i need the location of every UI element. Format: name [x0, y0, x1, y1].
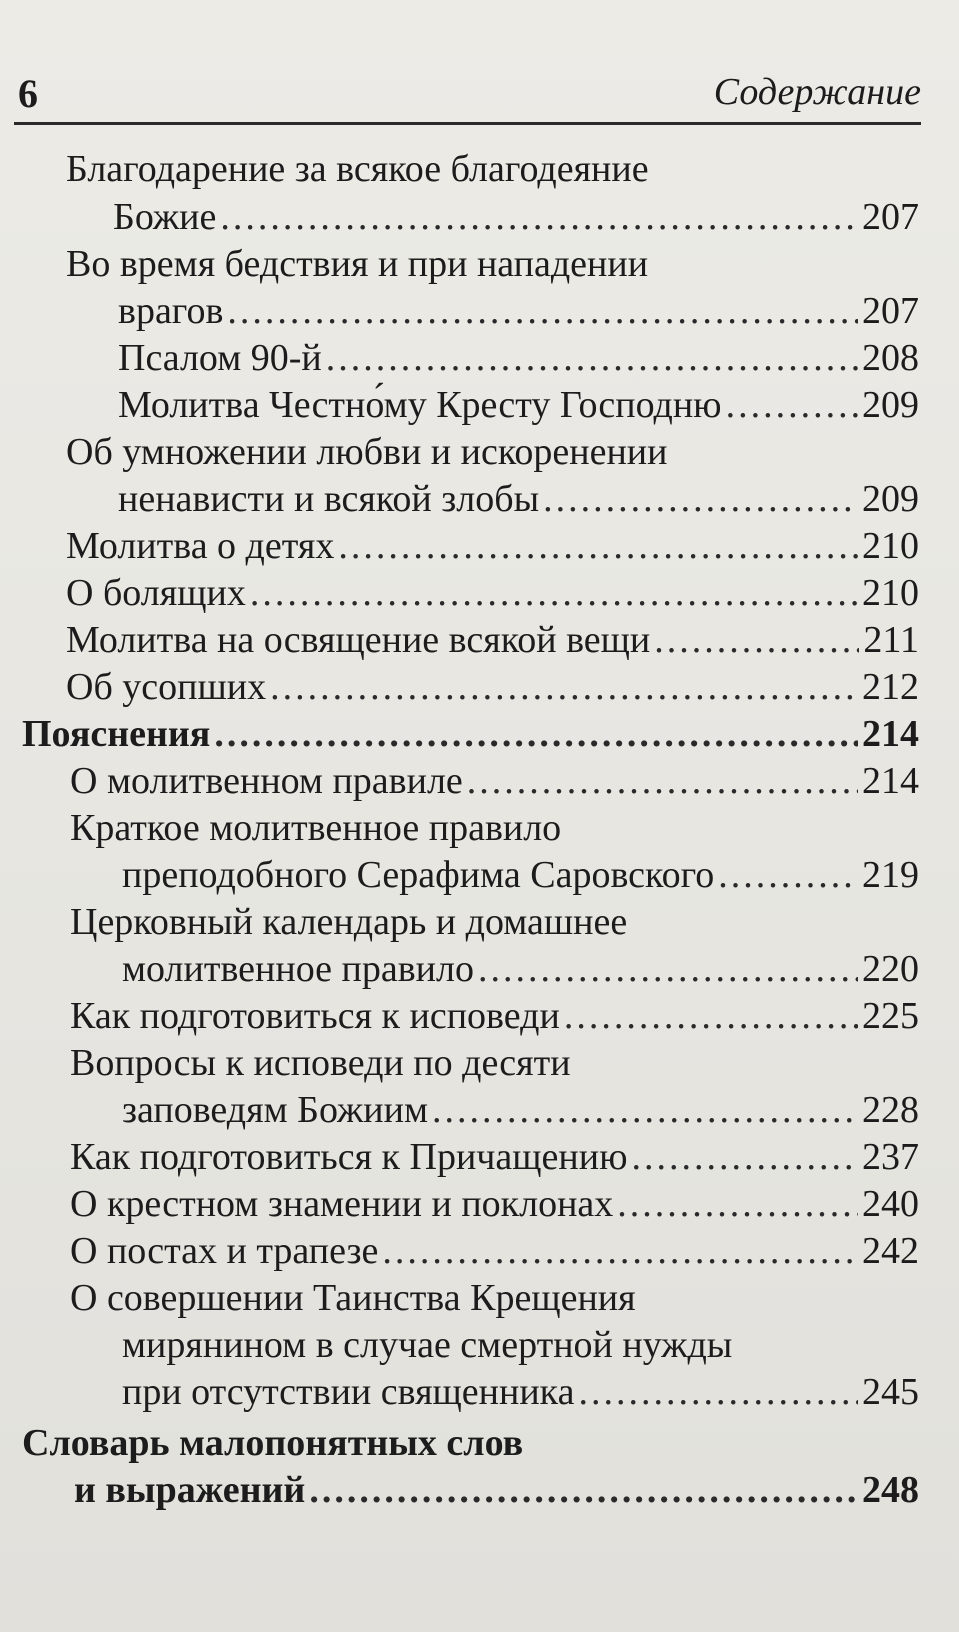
- toc-leader-dots: [326, 334, 858, 382]
- toc-section-heading: [74, 1466, 919, 1514]
- toc-entry: [118, 381, 919, 429]
- toc-entry-title: О совершении Таинства Крещения: [70, 1277, 636, 1319]
- toc-entry-title: О крестном знамении и поклонах: [70, 1183, 614, 1225]
- toc-leader-dots: [578, 1368, 858, 1416]
- toc-entry-title: О молитвенном правиле: [70, 760, 463, 802]
- toc-section-heading: [22, 710, 919, 758]
- toc-entry-title: преподобного Серафима Саровского: [122, 854, 715, 896]
- toc-entry: [70, 1039, 919, 1087]
- toc-entry-title: Молитва о детях: [66, 525, 335, 567]
- toc-leader-dots: [227, 287, 858, 335]
- toc-entry-title: Об умножении любви и искоренении: [66, 431, 668, 473]
- toc-entry: [70, 804, 919, 852]
- toc-entry-title: Словарь малопонятных слов: [22, 1422, 524, 1464]
- toc-entry: [122, 1368, 919, 1416]
- toc-entry-title: Вопросы к исповеди по десяти: [70, 1042, 571, 1084]
- toc-leader-dots: [718, 851, 858, 899]
- toc-entry-page: 214: [862, 760, 919, 802]
- toc-entry: [122, 945, 919, 993]
- toc-leader-dots: [338, 522, 858, 570]
- toc-leader-dots: [432, 1086, 858, 1134]
- toc-entry-title: ненависти и всякой злобы: [118, 478, 540, 520]
- toc-entry-page: 237: [862, 1136, 919, 1178]
- toc-entry: [66, 616, 919, 664]
- toc-entry-title: Об усопших: [66, 666, 267, 708]
- toc-leader-dots: [726, 381, 858, 429]
- toc-entry-title: Пояснения: [22, 713, 211, 755]
- toc-entry: [70, 1274, 919, 1322]
- toc-entry: [70, 1180, 919, 1228]
- toc-entry: [122, 1086, 919, 1134]
- toc-entry: [122, 1321, 919, 1369]
- toc-entry-page: 207: [862, 290, 919, 332]
- toc-entry-page: 248: [862, 1469, 919, 1511]
- toc-entry-page: 210: [862, 525, 919, 567]
- toc-entry-title: Во время бедствия и при нападении: [66, 243, 649, 285]
- toc-section-heading: [22, 1419, 919, 1467]
- page-number: 6: [18, 71, 38, 116]
- toc-entry-title: мирянином в случае смертной нужды: [122, 1324, 733, 1366]
- toc-entry-page: 209: [862, 384, 919, 426]
- toc-leader-dots: [654, 616, 859, 664]
- toc-entry-page: 208: [862, 337, 919, 379]
- page-header: [14, 62, 921, 125]
- toc-leader-dots: [478, 945, 858, 993]
- toc-entry-page: 214: [862, 713, 919, 755]
- toc-leader-dots: [309, 1466, 858, 1514]
- toc-entry: [66, 145, 919, 193]
- toc-entry-page: 245: [862, 1371, 919, 1413]
- toc-entry: [66, 240, 919, 288]
- toc-entry: [70, 1227, 919, 1275]
- toc-entry-title: и выражений: [74, 1469, 306, 1511]
- toc-entry-title: Благодарение за всякое благодеяние: [66, 148, 649, 190]
- toc-leader-dots: [467, 757, 858, 805]
- toc-leader-dots: [270, 663, 858, 711]
- toc-entry-page: 242: [862, 1230, 919, 1272]
- toc-entry-title: Как подготовиться к Причащению: [70, 1136, 628, 1178]
- toc-entry-page: 240: [862, 1183, 919, 1225]
- toc-entry-title: Псалом 90-й: [118, 337, 322, 379]
- toc-entry: [118, 334, 919, 382]
- toc-entry-page: 209: [862, 478, 919, 520]
- toc-entry-title: молитвенное правило: [122, 948, 474, 990]
- toc-entry-page: 228: [862, 1089, 919, 1131]
- toc-entry-page: 212: [862, 666, 919, 708]
- toc-entry-page: 225: [862, 995, 919, 1037]
- toc-entry-title: заповедям Божиим: [122, 1089, 429, 1131]
- toc-entry-page: 210: [862, 572, 919, 614]
- toc-entry-title: Молитва на освящение всякой вещи: [66, 619, 651, 661]
- toc-entry-title: Краткое молитвенное правило: [70, 807, 562, 849]
- toc-entry: [66, 569, 919, 617]
- toc-leader-dots: [543, 475, 858, 523]
- toc-entry-title: Божие: [113, 196, 217, 238]
- toc-entry-title: О постах и трапезе: [70, 1230, 379, 1272]
- toc-entry: [122, 851, 919, 899]
- toc-entry: [70, 898, 919, 946]
- toc-entry-page: 207: [862, 196, 919, 238]
- toc-entry: [70, 992, 919, 1040]
- toc-entry-title: О болящих: [66, 572, 246, 614]
- toc-entry: [66, 428, 919, 476]
- toc-entry-title: врагов: [118, 290, 224, 332]
- toc-entry-title: Как подготовиться к исповеди: [70, 995, 560, 1037]
- toc-entry-title: Церковный календарь и домашнее: [70, 901, 628, 943]
- toc-leader-dots: [214, 710, 858, 758]
- toc-leader-dots: [564, 992, 858, 1040]
- toc-leader-dots: [617, 1180, 858, 1228]
- toc-entry-page: 220: [862, 948, 919, 990]
- running-title: Содержание: [713, 71, 921, 113]
- toc-entry-page: 219: [862, 854, 919, 896]
- toc-entry: [70, 1133, 919, 1181]
- toc-entry: [66, 663, 919, 711]
- toc-entry-page: 211: [863, 619, 919, 661]
- toc-leader-dots: [382, 1227, 858, 1275]
- toc-entry: [66, 522, 919, 570]
- toc-entry: [118, 287, 919, 335]
- toc-entry: [118, 475, 919, 523]
- toc-leader-dots: [220, 193, 858, 241]
- toc-entry-title: Молитва Честно́му Кресту Господню: [118, 384, 722, 426]
- toc-entry-title: при отсутствии священника: [122, 1371, 575, 1413]
- toc-leader-dots: [250, 569, 858, 617]
- toc-entry: [70, 757, 919, 805]
- toc-entry: [113, 193, 919, 241]
- toc-leader-dots: [631, 1133, 858, 1181]
